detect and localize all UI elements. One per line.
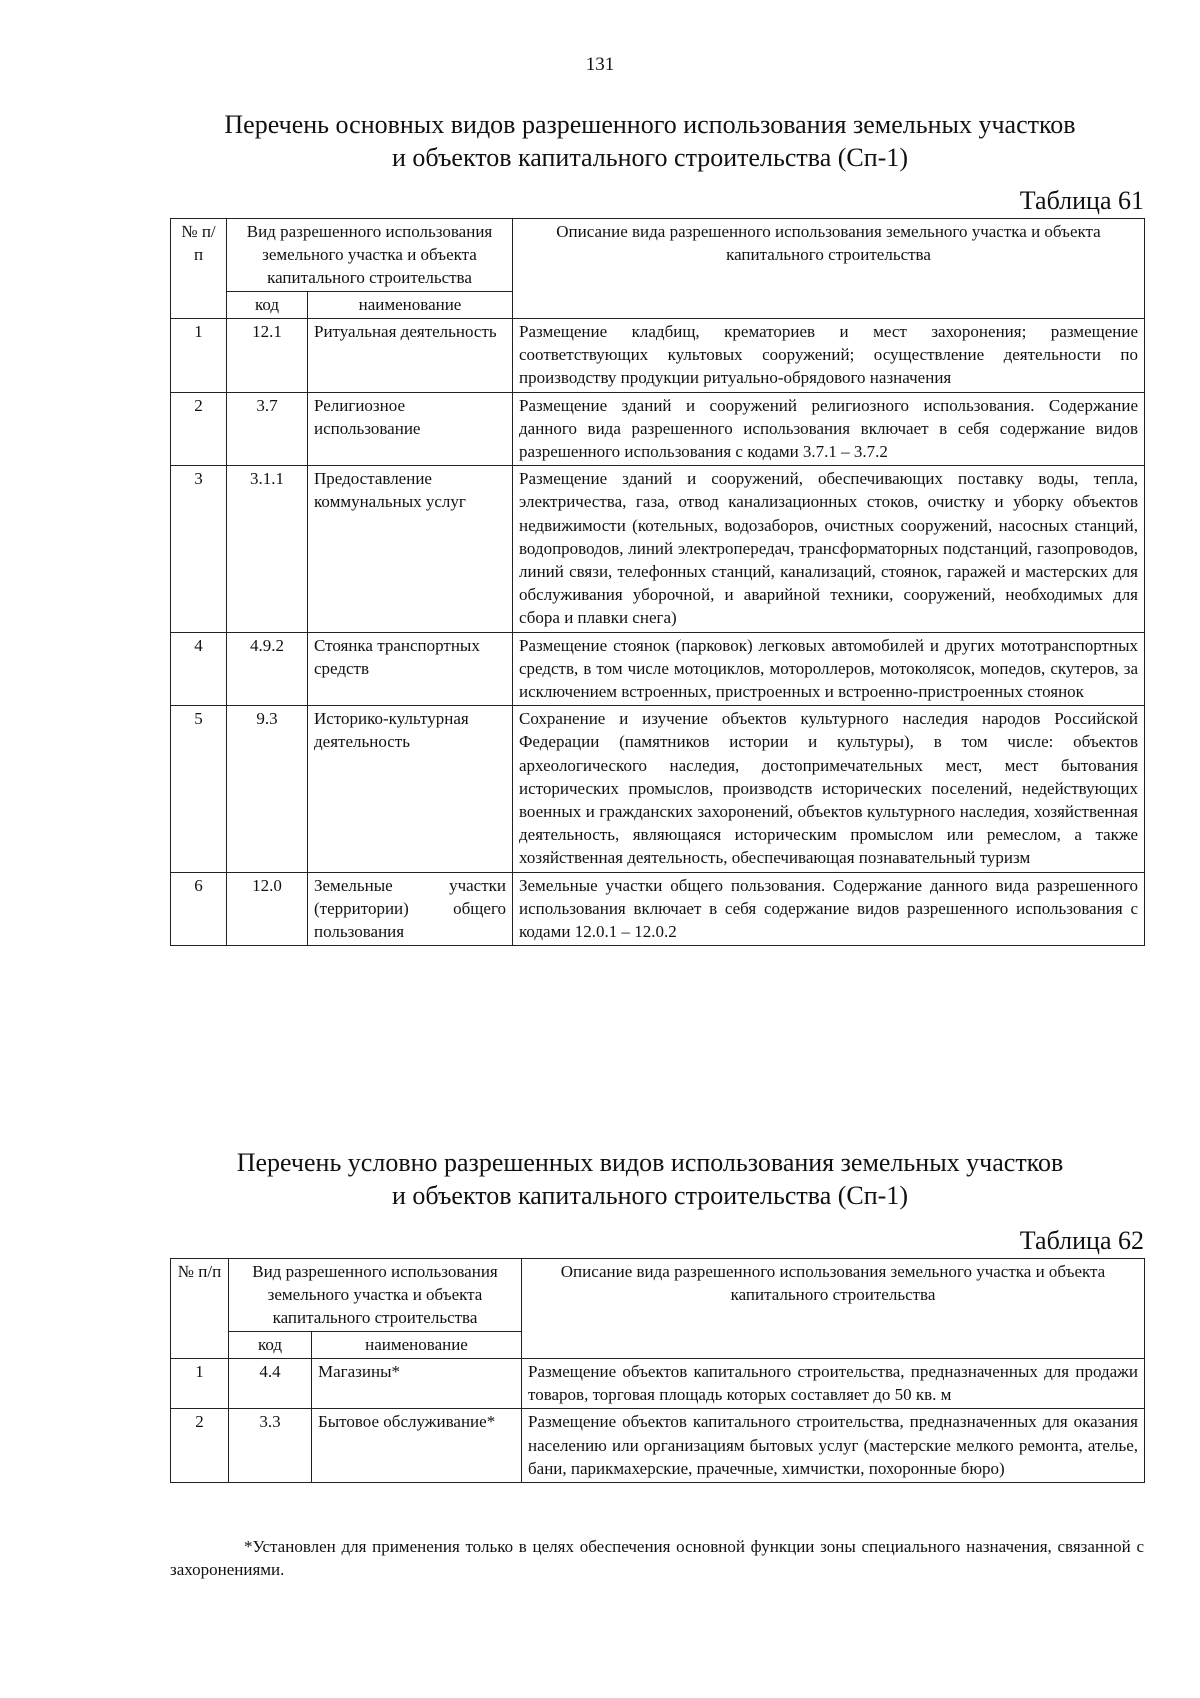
row-description: Размещение зданий и сооружений религиозного использования. Содержание данного вида разрешенного использования включает в себя содержание видов разрешенного использования с кодами 3.7.1 – 3.7.2 <box>513 392 1145 466</box>
header-group: Вид разрешенного использования земельного участка и объекта капитального строительства <box>227 219 513 292</box>
row-num: 4 <box>171 632 227 706</box>
table-row <box>171 1409 1145 1483</box>
header-num: № п/п <box>171 219 227 319</box>
header-code: код <box>229 1332 312 1359</box>
row-code: 4.4 <box>229 1359 312 1409</box>
row-name: Стоянка транспортных средств <box>308 632 513 706</box>
header-description: Описание вида разрешенного использования земельного участка и объекта капитального строительства <box>522 1259 1145 1359</box>
row-description: Размещение объектов капитального строительства, предназначенных для продажи товаров, торговая площадь которых составляет до 50 кв. м <box>522 1359 1145 1409</box>
row-code: 9.3 <box>227 706 308 872</box>
row-code: 12.1 <box>227 319 308 393</box>
table-row <box>171 392 1145 466</box>
header-code: код <box>227 292 308 319</box>
row-description: Размещение объектов капитального строительства, предназначенных для оказания населению или организациям бытовых услуг (мастерские мелкого ремонта, ателье, бани, парикмахерские, прачечные, химчистки, похоронные бюро) <box>522 1409 1145 1483</box>
row-code: 3.1.1 <box>227 466 308 632</box>
header-num: № п/п <box>171 1259 229 1359</box>
section-2-title-line-1: Перечень условно разрешенных видов использования земельных участков <box>236 1148 1064 1177</box>
section-1-title-line-1: Перечень основных видов разрешенного использования земельных участков <box>224 110 1076 139</box>
row-num: 5 <box>171 706 227 872</box>
row-num: 3 <box>171 466 227 632</box>
header-name: наименование <box>308 292 513 319</box>
row-num: 1 <box>171 319 227 393</box>
row-description: Сохранение и изучение объектов культурного наследия народов Российской Федерации (памятников истории и культуры), в том числе: объектов археологического наследия, достопримечательных мест, мест бытования исторических промыслов, производств исторических поселений, недействующих военных и гражданских захоронений, объектов культурного наследия, хозяйственная деятельность, являющаяся историческим промыслом или ремеслом, а также хозяйственная деятельность, обеспечивающая познавательный туризм <box>513 706 1145 872</box>
table-62-label: Таблица 62 <box>1019 1226 1144 1255</box>
table-row <box>171 319 1145 393</box>
table-row <box>171 632 1145 706</box>
footnote: *Установлен для применения только в целях обеспечения основной функции зоны специального назначения, связанной с захоронениями. <box>170 1537 1144 1579</box>
row-name: Магазины* <box>312 1359 522 1409</box>
section-1-title <box>170 108 1130 174</box>
row-name: Предоставление коммунальных услуг <box>308 466 513 632</box>
header-description: Описание вида разрешенного использования земельного участка и объекта капитального строительства <box>513 219 1145 319</box>
row-description: Земельные участки общего пользования. Содержание данного вида разрешенного использования включает в себя содержание видов разрешенного использования с кодами 12.0.1 – 12.0.2 <box>513 872 1145 946</box>
row-description: Размещение стоянок (парковок) легковых автомобилей и других мототранспортных средств, в том числе мотоциклов, мотороллеров, мотоколясок, мопедов, скутеров, за исключением встроенных, пристроенных и встроенно-пристроенных стоянок <box>513 632 1145 706</box>
row-description: Размещение кладбищ, крематориев и мест захоронения; размещение соответствующих культовых сооружений; осуществление деятельности по производству продукции ритуально-обрядового назначения <box>513 319 1145 393</box>
row-code: 12.0 <box>227 872 308 946</box>
row-name: Бытовое обслуживание* <box>312 1409 522 1483</box>
section-2-title <box>170 1146 1130 1212</box>
table-row <box>171 466 1145 632</box>
row-name: Земельные участки (территории) общего пользования <box>308 872 513 946</box>
table-row <box>171 1359 1145 1409</box>
row-description: Размещение зданий и сооружений, обеспечивающих поставку воды, тепла, электричества, газа, отвод канализационных стоков, очистку и уборку объектов недвижимости (котельных, водозаборов, очистных сооружений, насосных станций, водопроводов, линий электропередач, трансформаторных подстанций, газопроводов, линий связи, телефонных станций, канализаций, стоянок, гаражей и мастерских для обслуживания уборочной, и аварийной техники, сооружений, необходимых для сбора и плавки снега) <box>513 466 1145 632</box>
table-61 <box>170 218 1145 946</box>
row-num: 2 <box>171 1409 229 1483</box>
row-name: Ритуальная деятельность <box>308 319 513 393</box>
page-number: 131 <box>585 54 615 75</box>
section-2-title-line-2: и объектов капитального строительства (Сп-1) <box>391 1181 908 1210</box>
table-row <box>171 706 1145 872</box>
header-group: Вид разрешенного использования земельного участка и объекта капитального строительства <box>229 1259 522 1332</box>
row-code: 3.3 <box>229 1409 312 1483</box>
row-num: 6 <box>171 872 227 946</box>
row-num: 2 <box>171 392 227 466</box>
row-name: Религиозное использование <box>308 392 513 466</box>
table-62 <box>170 1258 1145 1483</box>
table-row <box>171 872 1145 946</box>
table-61-label: Таблица 61 <box>1019 186 1144 215</box>
row-code: 3.7 <box>227 392 308 466</box>
section-1-title-line-2: и объектов капитального строительства (Сп-1) <box>391 143 908 172</box>
row-num: 1 <box>171 1359 229 1409</box>
row-code: 4.9.2 <box>227 632 308 706</box>
row-name: Историко-культурная деятельность <box>308 706 513 872</box>
header-name: наименование <box>312 1332 522 1359</box>
